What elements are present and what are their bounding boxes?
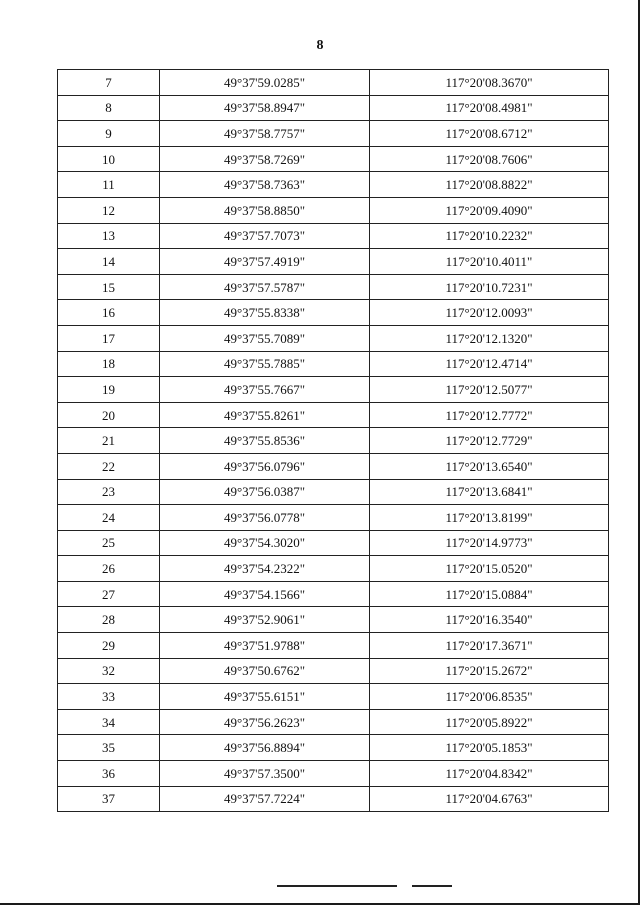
table-row [58,121,609,147]
point-number-cell: 23 [58,479,160,505]
latitude-cell: 49°37'55.7667" [160,377,370,403]
latitude-cell: 49°37'55.7089" [160,325,370,351]
latitude-cell: 49°37'56.0796" [160,453,370,479]
scan-mark [277,885,397,887]
scan-mark [412,885,452,887]
table-row [58,633,609,659]
point-number-cell: 36 [58,761,160,787]
point-number-cell: 14 [58,249,160,275]
longitude-cell: 117°20'13.6841" [370,479,609,505]
longitude-cell: 117°20'14.9773" [370,530,609,556]
latitude-cell: 49°37'57.5787" [160,274,370,300]
latitude-cell: 49°37'57.3500" [160,761,370,787]
latitude-cell: 49°37'54.1566" [160,581,370,607]
table-row [58,325,609,351]
point-number-cell: 24 [58,505,160,531]
longitude-cell: 117°20'12.5077" [370,377,609,403]
longitude-cell: 117°20'12.0093" [370,300,609,326]
coordinates-table-body [58,70,609,812]
longitude-cell: 117°20'04.8342" [370,761,609,787]
table-row [58,556,609,582]
longitude-cell: 117°20'08.8822" [370,172,609,198]
table-row [58,581,609,607]
table-row [58,607,609,633]
latitude-cell: 49°37'55.6151" [160,684,370,710]
latitude-cell: 49°37'59.0285" [160,70,370,96]
point-number-cell: 18 [58,351,160,377]
point-number-cell: 15 [58,274,160,300]
longitude-cell: 117°20'10.2232" [370,223,609,249]
latitude-cell: 49°37'56.8894" [160,735,370,761]
longitude-cell: 117°20'08.4981" [370,95,609,121]
point-number-cell: 12 [58,197,160,223]
page-number: 8 [316,38,324,53]
table-row [58,684,609,710]
point-number-cell: 19 [58,377,160,403]
longitude-cell: 117°20'17.3671" [370,633,609,659]
longitude-cell: 117°20'10.7231" [370,274,609,300]
latitude-cell: 49°37'58.8947" [160,95,370,121]
latitude-cell: 49°37'54.3020" [160,530,370,556]
point-number-cell: 34 [58,709,160,735]
table-row [58,300,609,326]
point-number-cell: 33 [58,684,160,710]
longitude-cell: 117°20'05.8922" [370,709,609,735]
point-number-cell: 25 [58,530,160,556]
latitude-cell: 49°37'55.8261" [160,402,370,428]
latitude-cell: 49°37'54.2322" [160,556,370,582]
point-number-cell: 26 [58,556,160,582]
longitude-cell: 117°20'08.7606" [370,146,609,172]
coordinates-table [57,69,609,812]
point-number-cell: 13 [58,223,160,249]
longitude-cell: 117°20'16.3540" [370,607,609,633]
point-number-cell: 20 [58,402,160,428]
table-row [58,377,609,403]
latitude-cell: 49°37'58.7269" [160,146,370,172]
latitude-cell: 49°37'57.4919" [160,249,370,275]
table-row [58,146,609,172]
table-row [58,735,609,761]
longitude-cell: 117°20'12.4714" [370,351,609,377]
latitude-cell: 49°37'56.2623" [160,709,370,735]
point-number-cell: 21 [58,428,160,454]
point-number-cell: 8 [58,95,160,121]
point-number-cell: 37 [58,786,160,812]
longitude-cell: 117°20'08.6712" [370,121,609,147]
table-row [58,709,609,735]
point-number-cell: 29 [58,633,160,659]
latitude-cell: 49°37'55.7885" [160,351,370,377]
point-number-cell: 28 [58,607,160,633]
table-row [58,402,609,428]
table-row [58,453,609,479]
table-row [58,95,609,121]
longitude-cell: 117°20'12.1320" [370,325,609,351]
latitude-cell: 49°37'58.7757" [160,121,370,147]
longitude-cell: 117°20'15.0884" [370,581,609,607]
point-number-cell: 16 [58,300,160,326]
latitude-cell: 49°37'52.9061" [160,607,370,633]
table-row [58,761,609,787]
point-number-cell: 32 [58,658,160,684]
table-row [58,172,609,198]
latitude-cell: 49°37'55.8536" [160,428,370,454]
table-row [58,479,609,505]
table-row [58,658,609,684]
latitude-cell: 49°37'57.7073" [160,223,370,249]
latitude-cell: 49°37'56.0778" [160,505,370,531]
table-row [58,249,609,275]
point-number-cell: 27 [58,581,160,607]
latitude-cell: 49°37'55.8338" [160,300,370,326]
longitude-cell: 117°20'05.1853" [370,735,609,761]
table-row [58,530,609,556]
latitude-cell: 49°37'58.8850" [160,197,370,223]
table-row [58,70,609,96]
latitude-cell: 49°37'50.6762" [160,658,370,684]
longitude-cell: 117°20'06.8535" [370,684,609,710]
longitude-cell: 117°20'13.8199" [370,505,609,531]
longitude-cell: 117°20'15.0520" [370,556,609,582]
longitude-cell: 117°20'10.4011" [370,249,609,275]
table-row [58,197,609,223]
table-row [58,786,609,812]
table-row [58,351,609,377]
latitude-cell: 49°37'57.7224" [160,786,370,812]
point-number-cell: 35 [58,735,160,761]
point-number-cell: 17 [58,325,160,351]
longitude-cell: 117°20'13.6540" [370,453,609,479]
latitude-cell: 49°37'58.7363" [160,172,370,198]
longitude-cell: 117°20'04.6763" [370,786,609,812]
latitude-cell: 49°37'51.9788" [160,633,370,659]
point-number-cell: 22 [58,453,160,479]
longitude-cell: 117°20'12.7729" [370,428,609,454]
longitude-cell: 117°20'12.7772" [370,402,609,428]
point-number-cell: 11 [58,172,160,198]
point-number-cell: 9 [58,121,160,147]
table-row [58,223,609,249]
longitude-cell: 117°20'09.4090" [370,197,609,223]
longitude-cell: 117°20'15.2672" [370,658,609,684]
point-number-cell: 10 [58,146,160,172]
table-row [58,274,609,300]
point-number-cell: 7 [58,70,160,96]
table-row [58,428,609,454]
table-row [58,505,609,531]
latitude-cell: 49°37'56.0387" [160,479,370,505]
longitude-cell: 117°20'08.3670" [370,70,609,96]
